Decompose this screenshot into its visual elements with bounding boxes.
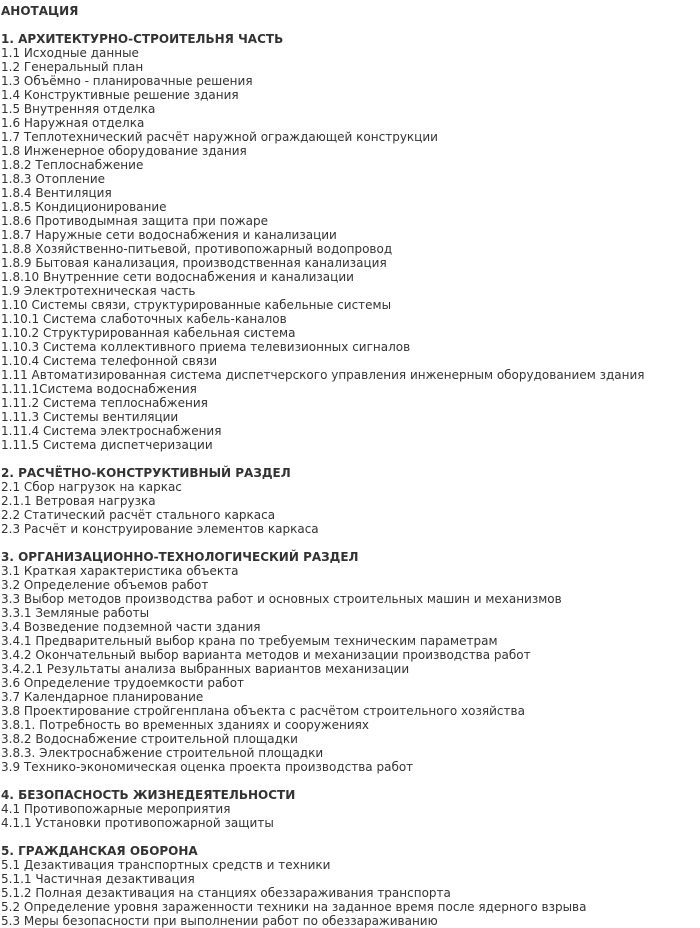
table-of-contents bbox=[1, 32, 700, 928]
toc-item: 2.2 Статический расчёт стального каркаса bbox=[1, 508, 276, 522]
section-heading: 5. ГРАЖДАНСКАЯ ОБОРОНА bbox=[1, 844, 198, 858]
toc-item: 3.4 Возведение подземной части здания bbox=[1, 620, 261, 634]
section-heading: 4. БЕЗОПАСНОСТЬ ЖИЗНЕДЕЯТЕЛЬНОСТИ bbox=[1, 788, 296, 802]
toc-item: 1.8.3 Отопление bbox=[1, 172, 106, 186]
toc-item: 5.1.2 Полная дезактивация на станциях обеззараживания транспорта bbox=[1, 886, 451, 900]
toc-item: 1.10.1 Система слаботочных кабель-каналов bbox=[1, 312, 287, 326]
toc-item: 1.9 Электротехническая часть bbox=[1, 284, 196, 298]
toc-item: 1.4 Конструктивные решение здания bbox=[1, 88, 239, 102]
toc-section bbox=[1, 550, 700, 774]
section-heading: 1. АРХИТЕКТУРНО-СТРОИТЕЛЬНЯ ЧАСТЬ bbox=[1, 32, 284, 46]
toc-item: 1.5 Внутренняя отделка bbox=[1, 102, 156, 116]
toc-item: 1.2 Генеральный план bbox=[1, 60, 144, 74]
toc-item: 1.8.2 Теплоснабжение bbox=[1, 158, 144, 172]
toc-item: 1.10.2 Структурированная кабельная система bbox=[1, 326, 296, 340]
toc-item: 1.8.8 Хозяйственно-питьевой, противопожарный водопровод bbox=[1, 242, 393, 256]
toc-item: 3.4.2 Окончательный выбор варианта методов и механизации производства работ bbox=[1, 648, 531, 662]
toc-item: 5.2 Определение уровня зараженности техники на заданное время после ядерного взрыва bbox=[1, 900, 587, 914]
toc-section bbox=[1, 32, 700, 452]
toc-item: 3.8.1. Потребность во временных зданиях и сооружениях bbox=[1, 718, 369, 732]
toc-item: 4.1 Противопожарные мероприятия bbox=[1, 802, 231, 816]
toc-item: 1.8.4 Вентиляция bbox=[1, 186, 112, 200]
document-title: АНОТАЦИЯ bbox=[1, 4, 79, 18]
toc-item: 3.4.1 Предварительный выбор крана по требуемым техническим параметрам bbox=[1, 634, 498, 648]
toc-item: 3.6 Определение трудоемкости работ bbox=[1, 676, 245, 690]
toc-item: 1.11.5 Система диспетчеризации bbox=[1, 438, 213, 452]
toc-item: 1.11.1Система водоснабжения bbox=[1, 382, 197, 396]
toc-item: 1.11.4 Система электроснабжения bbox=[1, 424, 222, 438]
toc-item: 1.1 Исходные данные bbox=[1, 46, 139, 60]
toc-item: 5.1 Дезактивация транспортных средств и техники bbox=[1, 858, 331, 872]
toc-section bbox=[1, 788, 700, 830]
toc-item: 5.3 Меры безопасности при выполнении работ по обеззараживанию bbox=[1, 914, 438, 928]
toc-item: 5.1.1 Частичная дезактивация bbox=[1, 872, 195, 886]
toc-item: 3.1 Краткая характеристика объекта bbox=[1, 564, 239, 578]
section-heading: 3. ОРГАНИЗАЦИОННО-ТЕХНОЛОГИЧЕСКИЙ РАЗДЕЛ bbox=[1, 550, 359, 564]
toc-item: 1.11.3 Системы вентиляции bbox=[1, 410, 179, 424]
section-heading: 2. РАСЧЁТНО-КОНСТРУКТИВНЫЙ РАЗДЕЛ bbox=[1, 466, 291, 480]
toc-item: 3.7 Календарное планирование bbox=[1, 690, 204, 704]
toc-item: 1.8.9 Бытовая канализация, производственная канализация bbox=[1, 256, 387, 270]
toc-item: 1.3 Объёмно - планировачные решения bbox=[1, 74, 253, 88]
toc-item: 3.8 Проектирование стройгенплана объекта с расчётом строительного хозяйства bbox=[1, 704, 525, 718]
toc-item: 1.11 Автоматизированная система диспетчерского управления инженерным оборудованием здания bbox=[1, 368, 645, 382]
toc-item: 1.10.3 Система коллективного приема телевизионных сигналов bbox=[1, 340, 411, 354]
toc-item: 4.1.1 Установки противопожарной защиты bbox=[1, 816, 274, 830]
toc-item: 1.10 Системы связи, структурированные кабельные системы bbox=[1, 298, 392, 312]
toc-item: 1.10.4 Система телефонной связи bbox=[1, 354, 218, 368]
toc-item: 3.3.1 Земляные работы bbox=[1, 606, 150, 620]
toc-item: 1.8.6 Противодымная защита при пожаре bbox=[1, 214, 269, 228]
toc-item: 1.6 Наружная отделка bbox=[1, 116, 145, 130]
toc-item: 1.8.7 Наружные сети водоснабжения и канализации bbox=[1, 228, 337, 242]
toc-item: 3.3 Выбор методов производства работ и основных строительных машин и механизмов bbox=[1, 592, 562, 606]
toc-item: 3.4.2.1 Результаты анализа выбранных вариантов механизации bbox=[1, 662, 410, 676]
toc-item: 1.11.2 Система теплоснабжения bbox=[1, 396, 208, 410]
toc-item: 1.8 Инженерное оборудование здания bbox=[1, 144, 247, 158]
toc-item: 2.3 Расчёт и конструирование элементов каркаса bbox=[1, 522, 319, 536]
toc-item: 2.1.1 Ветровая нагрузка bbox=[1, 494, 156, 508]
toc-item: 2.1 Сбор нагрузок на каркас bbox=[1, 480, 182, 494]
toc-item: 3.9 Технико-экономическая оценка проекта производства работ bbox=[1, 760, 414, 774]
toc-item: 3.8.3. Электроснабжение строительной площадки bbox=[1, 746, 324, 760]
toc-section bbox=[1, 844, 700, 928]
toc-item: 1.8.10 Внутренние сети водоснабжения и канализации bbox=[1, 270, 354, 284]
toc-item: 1.8.5 Кондиционирование bbox=[1, 200, 167, 214]
toc-section bbox=[1, 466, 700, 536]
toc-item: 3.8.2 Водоснабжение строительной площадки bbox=[1, 732, 298, 746]
toc-item: 1.7 Теплотехнический расчёт наружной ограждающей конструкции bbox=[1, 130, 438, 144]
toc-item: 3.2 Определение объемов работ bbox=[1, 578, 209, 592]
